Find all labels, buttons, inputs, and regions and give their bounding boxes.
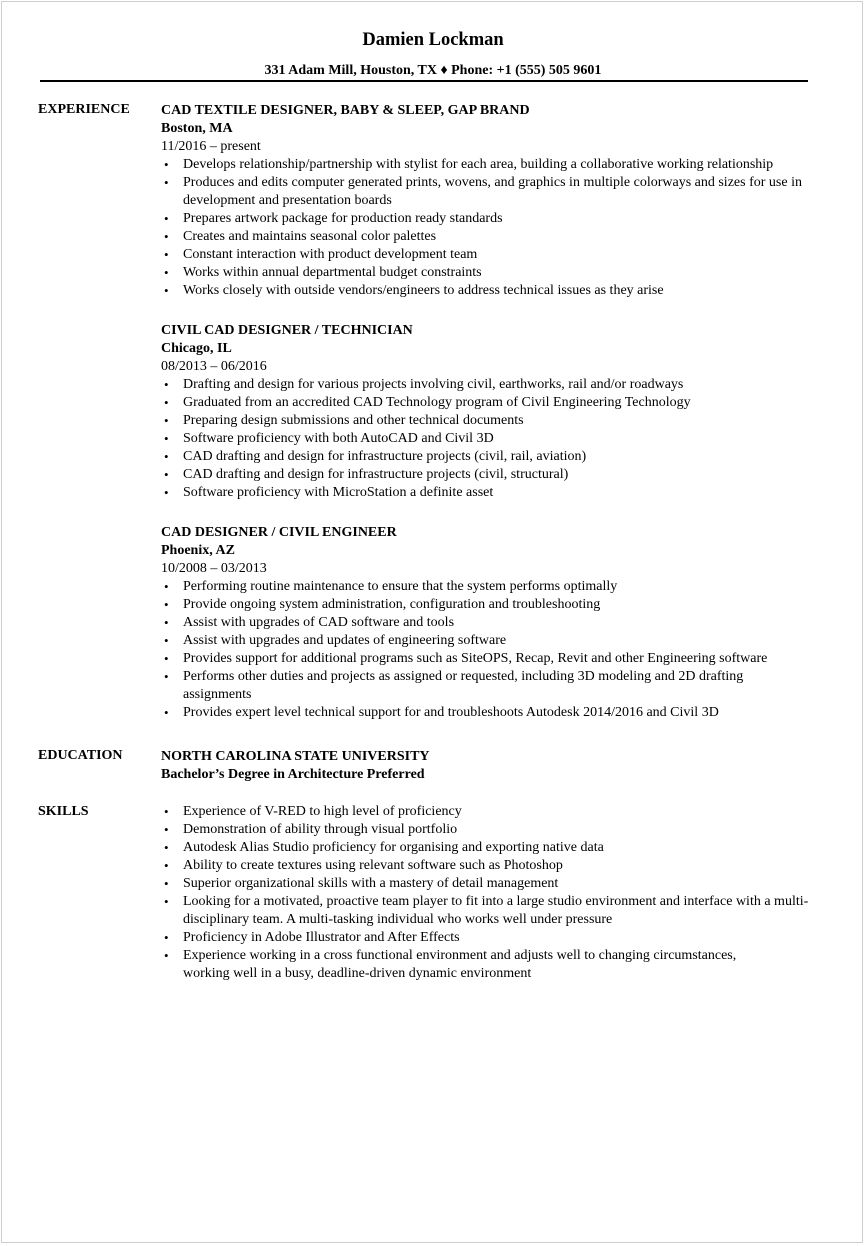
skills-bullets [161, 803, 821, 983]
list-item: • CAD drafting and design for infrastructure projects (civil, structural) [161, 466, 821, 484]
list-item: • Drafting and design for various projects involving civil, earthworks, rail and/or roadways [161, 376, 821, 394]
list-item: • Graduated from an accredited CAD Technology program of Civil Engineering Technology [161, 394, 821, 412]
job-bullets [161, 376, 821, 502]
job-title: CAD TEXTILE DESIGNER, BABY & SLEEP, GAP BRAND [161, 103, 530, 118]
list-item: • Provides support for additional programs such as SiteOPS, Recap, Revit and other Engineering software [161, 650, 821, 668]
job-location: Phoenix, AZ [161, 543, 235, 558]
education-entry [161, 748, 821, 784]
job-dates: 10/2008 – 03/2013 [161, 561, 267, 576]
list-item: • Autodesk Alias Studio proficiency for organising and exporting native data [161, 839, 821, 857]
candidate-name: Damien Lockman [362, 30, 504, 50]
contact-line: 331 Adam Mill, Houston, TX ♦ Phone: +1 (555) 505 9601 [264, 63, 602, 78]
list-item: • Looking for a motivated, proactive team player to fit into a large studio environment and interface with a multi-disciplinary team. A multi-tasking individual who works well under pressure [161, 893, 821, 929]
list-item: • Creates and maintains seasonal color palettes [161, 228, 821, 246]
section-label-skills: SKILLS [38, 804, 89, 819]
job-bullets [161, 156, 821, 300]
job-1 [161, 102, 821, 300]
job-location: Chicago, IL [161, 341, 232, 356]
header-divider [40, 80, 808, 82]
list-item: • Constant interaction with product development team [161, 246, 821, 264]
section-label-experience: EXPERIENCE [38, 102, 130, 117]
section-label-education: EDUCATION [38, 748, 123, 763]
job-dates: 11/2016 – present [161, 139, 261, 154]
job-bullets [161, 578, 821, 722]
list-item: • Performing routine maintenance to ensure that the system performs optimally [161, 578, 821, 596]
list-item: • Works within annual departmental budget constraints [161, 264, 821, 282]
list-item: • CAD drafting and design for infrastructure projects (civil, rail, aviation) [161, 448, 821, 466]
list-item: • Provide ongoing system administration, configuration and troubleshooting [161, 596, 821, 614]
degree: Bachelor’s Degree in Architecture Preferred [161, 767, 425, 782]
list-item: • Experience of V-RED to high level of proficiency [161, 803, 821, 821]
job-location: Boston, MA [161, 121, 233, 136]
job-title: CIVIL CAD DESIGNER / TECHNICIAN [161, 323, 413, 338]
list-item: • Preparing design submissions and other technical documents [161, 412, 821, 430]
job-2 [161, 322, 821, 502]
list-item: • Develops relationship/partnership with stylist for each area, building a collaborative working relationship [161, 156, 821, 174]
list-item: • Software proficiency with both AutoCAD and Civil 3D [161, 430, 821, 448]
list-item: • Demonstration of ability through visual portfolio [161, 821, 821, 839]
list-item: • Experience working in a cross functional environment and adjusts well to changing circumstances, working well in a busy, deadline-driven dynamic environment [161, 947, 821, 983]
school-name: NORTH CAROLINA STATE UNIVERSITY [161, 749, 430, 764]
list-item: • Assist with upgrades of CAD software and tools [161, 614, 821, 632]
job-dates: 08/2013 – 06/2016 [161, 359, 267, 374]
list-item: • Provides expert level technical support for and troubleshoots Autodesk 2014/2016 and Civil 3D [161, 704, 821, 722]
list-item: • Superior organizational skills with a mastery of detail management [161, 875, 821, 893]
list-item: • Works closely with outside vendors/engineers to address technical issues as they arise [161, 282, 821, 300]
job-3 [161, 524, 821, 722]
list-item: • Performs other duties and projects as assigned or requested, including 3D modeling and 2D drafting assignments [161, 668, 821, 704]
job-title: CAD DESIGNER / CIVIL ENGINEER [161, 525, 397, 540]
list-item: • Produces and edits computer generated prints, wovens, and graphics in multiple colorways and sizes for use in development and presentation boards [161, 174, 821, 210]
list-item: • Assist with upgrades and updates of engineering software [161, 632, 821, 650]
list-item: • Ability to create textures using relevant software such as Photoshop [161, 857, 821, 875]
list-item: • Prepares artwork package for production ready standards [161, 210, 821, 228]
skills-list [161, 803, 821, 983]
list-item: • Software proficiency with MicroStation a definite asset [161, 484, 821, 502]
list-item: • Proficiency in Adobe Illustrator and After Effects [161, 929, 821, 947]
